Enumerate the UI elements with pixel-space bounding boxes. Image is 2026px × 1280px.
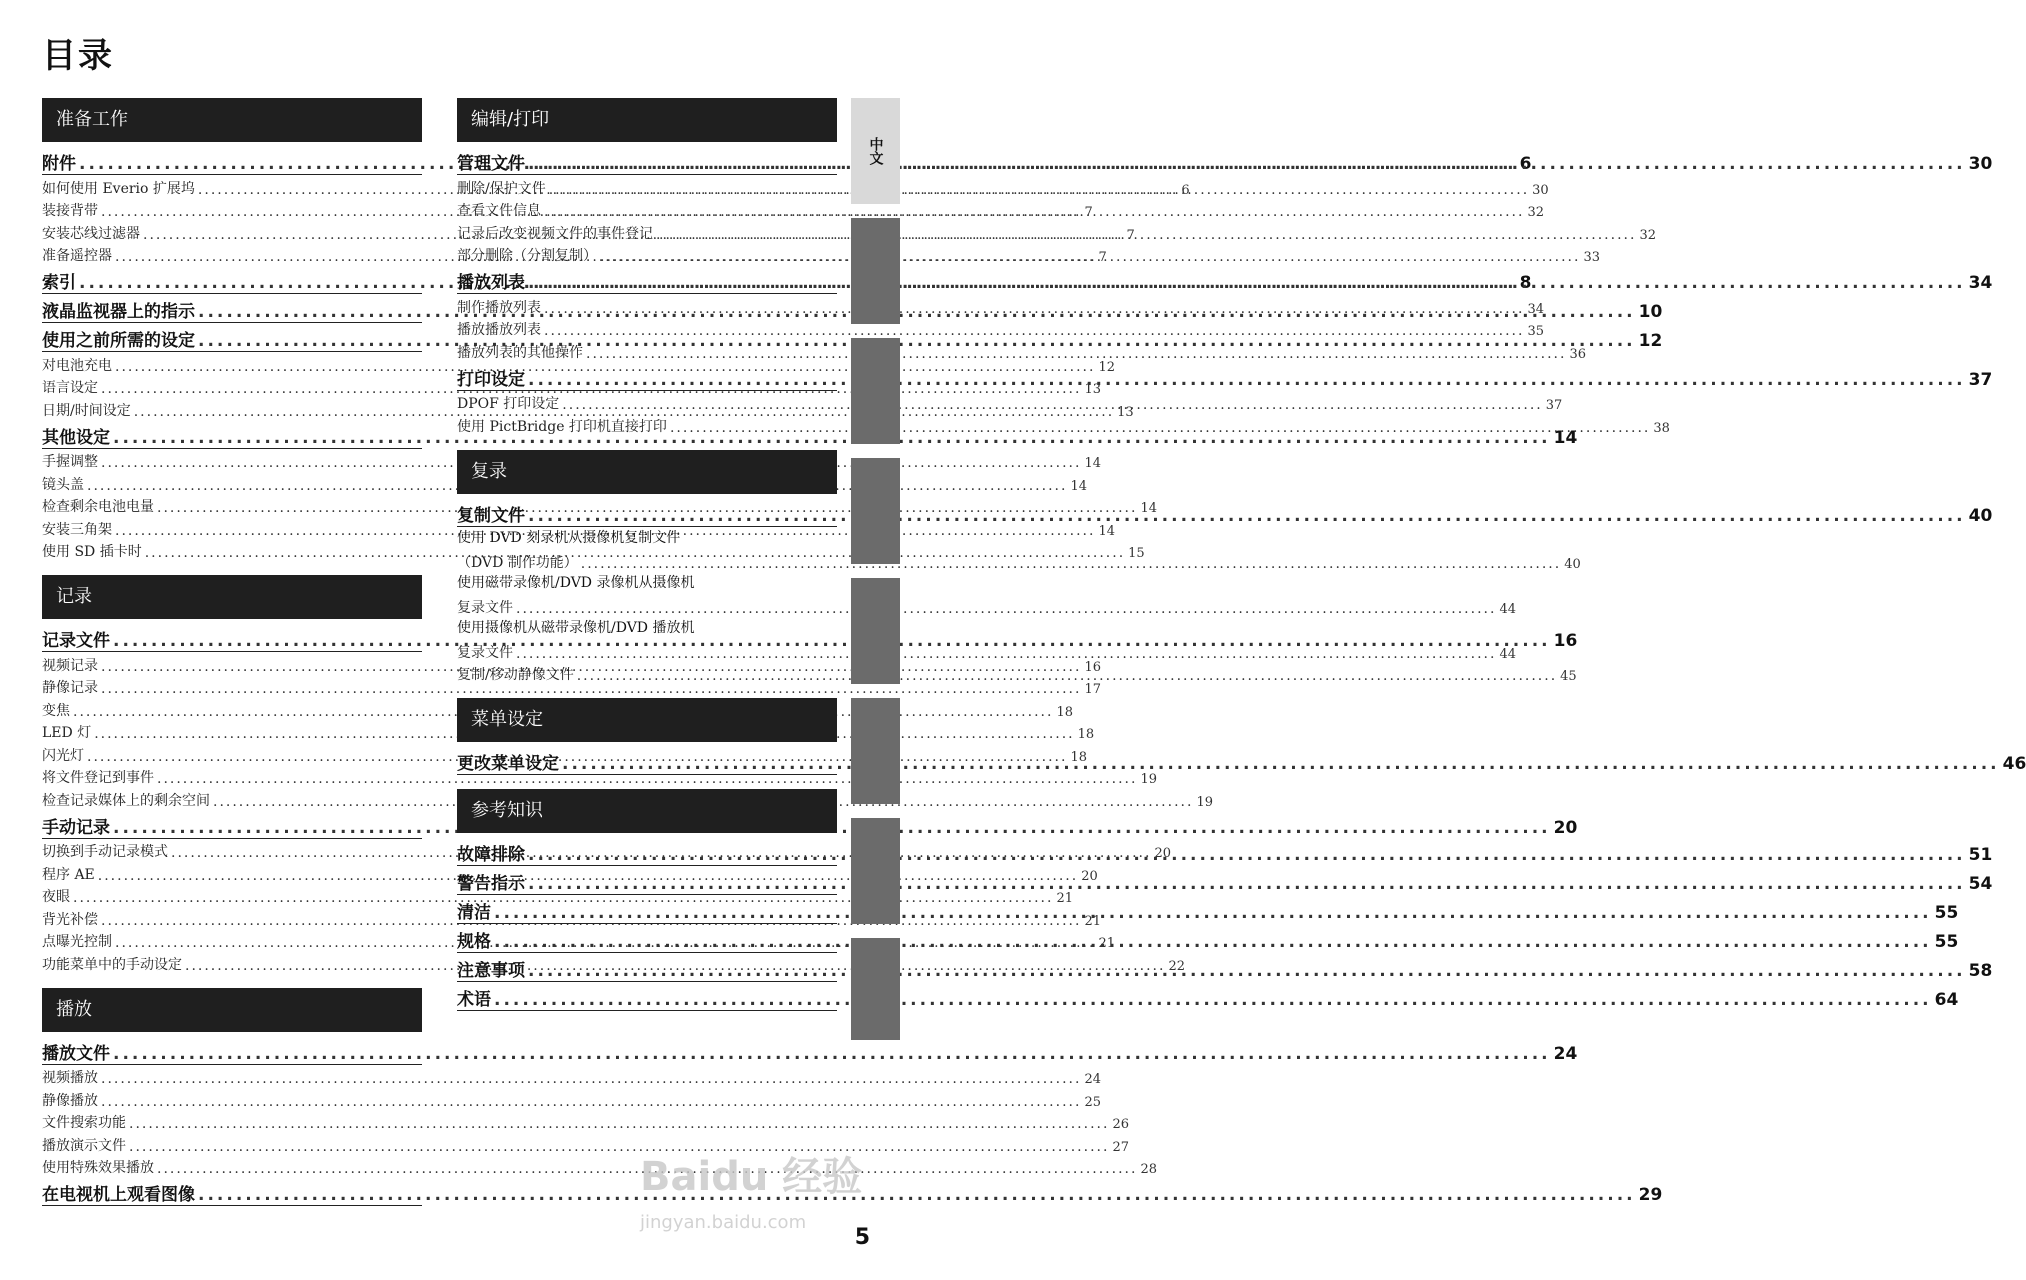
toc-entry-title: 切换到手动记录模式 <box>42 844 168 860</box>
toc-page-number: 26 <box>1112 1117 1129 1132</box>
toc-entry-title: 管理文件 <box>457 154 525 174</box>
toc-page-number: 18 <box>1056 704 1073 720</box>
toc-page-number: 33 <box>1583 250 1600 265</box>
toc-page-number: 14 <box>1140 501 1157 516</box>
toc-chapter-entry[interactable] <box>42 1036 1578 1065</box>
toc-entry-title: 播放列表的其他操作 <box>457 344 583 361</box>
toc-page-number: 16 <box>1553 631 1578 651</box>
side-tab[interactable] <box>851 698 900 804</box>
toc-page-number: 27 <box>1112 1139 1129 1155</box>
toc-page-number: 44 <box>1499 601 1516 617</box>
toc-entry-title-line1[interactable]: 使用磁带录像机/DVD 录像机从摄像机 <box>457 574 695 591</box>
toc-page-number: 20 <box>1553 817 1578 838</box>
toc-entry-title: 记录后改变视频文件的事件登记 <box>457 225 653 242</box>
dot-leader <box>600 249 1580 265</box>
toc-entry-title: 使用特殊效果播放 <box>42 1160 154 1176</box>
toc-entry-title: （DVD 制作功能） <box>457 554 578 571</box>
toc-entry-title: 功能菜单中的手动设定 <box>42 956 182 973</box>
toc-entry-title: 规格 <box>457 932 491 952</box>
toc-page-number: 7 <box>1098 250 1107 265</box>
toc-entry-title: 其他设定 <box>42 427 110 448</box>
toc-subentry[interactable] <box>42 1110 1129 1133</box>
dot-leader <box>516 601 1496 617</box>
dot-leader <box>198 1185 1636 1205</box>
toc-entry-title: 安装芯线过滤器 <box>42 225 140 242</box>
toc-page-number: 28 <box>1140 1162 1157 1177</box>
toc-subentry[interactable] <box>42 787 1213 810</box>
toc-page-number: 58 <box>1968 961 1993 981</box>
toc-subentry[interactable] <box>42 765 1157 788</box>
toc-page-number: 18 <box>1070 749 1087 765</box>
toc-page-number: 8 <box>1519 273 1532 293</box>
dot-leader <box>528 154 1966 174</box>
toc-page-number: 22 <box>1168 958 1185 974</box>
dot-leader <box>528 370 1966 390</box>
toc-page-number: 21 <box>1056 891 1073 906</box>
toc-entry-title: 附件 <box>42 154 76 174</box>
dot-leader <box>129 1139 1109 1155</box>
dot-leader <box>562 754 2000 774</box>
side-tab-label: 中文 <box>867 137 884 165</box>
toc-page-number: 10 <box>1638 302 1663 322</box>
section-header: 播放 <box>42 988 422 1032</box>
toc-entry-title: 视频播放 <box>42 1070 98 1086</box>
toc-entry-title: 夜眼 <box>42 889 70 905</box>
toc-page-number: 24 <box>1084 1072 1101 1087</box>
toc-entry-title: 准备遥控器 <box>42 248 112 264</box>
toc-entry-title: 检查记录媒体上的剩余空间 <box>42 792 210 809</box>
toc-entry-title: 查看文件信息 <box>457 203 541 219</box>
toc-entry-title: 警告指示 <box>457 874 525 894</box>
toc-entry-title: 播放文件 <box>42 1043 110 1064</box>
toc-entry-title: 使用 PictBridge 打印机直接打印 <box>457 418 667 435</box>
toc-page-number: 19 <box>1140 772 1157 787</box>
toc-page-number: 20 <box>1154 846 1171 861</box>
side-tab[interactable] <box>851 938 900 1040</box>
toc-entry-title: 索引 <box>42 273 76 293</box>
toc-entry-title: 静像播放 <box>42 1092 98 1109</box>
toc-entry-title: 清洁 <box>457 903 491 923</box>
toc-entry-title: 文件搜索功能 <box>42 1115 126 1131</box>
toc-subentry[interactable] <box>457 198 1544 221</box>
toc-page-number: 29 <box>1638 1185 1663 1205</box>
watermark-url: jingyan.baidu.com <box>640 1212 807 1233</box>
toc-subentry[interactable] <box>457 220 1656 243</box>
toc-subentry[interactable] <box>457 175 1549 198</box>
side-tab[interactable] <box>851 818 900 924</box>
toc-entry-title: 程序 AE <box>42 866 95 883</box>
side-tab[interactable] <box>851 458 900 564</box>
toc-entry-title: 记录文件 <box>42 631 110 651</box>
toc-entry-title: 注意事项 <box>457 961 525 981</box>
toc-entry-title: 静像记录 <box>42 680 98 696</box>
toc-entry-title: 播放列表 <box>457 273 525 293</box>
toc-entry-title: 在电视机上观看图像 <box>42 1185 195 1205</box>
toc-entry-title: 对电池充电 <box>42 357 112 374</box>
dot-leader <box>516 646 1496 662</box>
toc-page-number: 13 <box>1117 404 1134 420</box>
toc-subentry[interactable] <box>457 339 1586 362</box>
toc-page-number: 54 <box>1968 874 1993 894</box>
toc-entry-title-line1[interactable]: 使用摄像机从磁带录像机/DVD 播放机 <box>457 619 695 636</box>
toc-entry-title: 使用之前所需的设定 <box>42 331 195 351</box>
toc-page-number: 32 <box>1639 227 1656 243</box>
toc-page-number: 18 <box>1077 727 1095 742</box>
toc-subentry[interactable] <box>457 294 1544 317</box>
toc-page-number: 45 <box>1560 669 1577 684</box>
toc-page-number: 14 <box>1098 523 1115 539</box>
toc-subentry[interactable] <box>42 1132 1129 1155</box>
section-header: 参考知识 <box>457 789 837 833</box>
toc-entry-title: 点曝光控制 <box>42 934 112 950</box>
page-number: 5 <box>854 1225 870 1250</box>
toc-entry-title: 更改菜单设定 <box>457 754 559 774</box>
toc-entry-title: 复录文件 <box>457 644 513 661</box>
toc-chapter-entry[interactable] <box>457 982 1959 1011</box>
toc-page-number: 24 <box>1553 1043 1578 1064</box>
dot-leader <box>528 273 1966 293</box>
toc-page-number: 7 <box>1084 205 1093 220</box>
toc-entry-title: 手握调整 <box>42 454 98 470</box>
toc-page-number: 30 <box>1532 182 1549 198</box>
toc-page-number: 16 <box>1084 659 1101 675</box>
toc-page-number: 20 <box>1081 868 1098 884</box>
side-tab[interactable] <box>851 578 900 684</box>
watermark-logo: Baidu 经验 <box>640 1154 863 1200</box>
dot-leader <box>577 668 1557 684</box>
dot-leader <box>494 903 1932 923</box>
dot-leader <box>528 874 1966 894</box>
toc-page-number: 37 <box>1545 398 1563 413</box>
toc-page-number: 44 <box>1499 646 1516 662</box>
toc-entry-title: 装接背带 <box>42 203 98 219</box>
page-title: 目录 <box>42 36 114 76</box>
dot-leader <box>549 182 1529 198</box>
side-tab[interactable] <box>851 338 900 444</box>
toc-page-number: 34 <box>1968 273 1993 293</box>
toc-entry-title-line1[interactable]: 使用 DVD 刻录机从摄像机复制文件 <box>457 529 681 546</box>
toc-page-number: 55 <box>1934 932 1959 952</box>
toc-page-number: 17 <box>1084 682 1101 697</box>
dot-leader <box>544 204 1524 220</box>
dot-leader <box>113 1044 1551 1064</box>
toc-page-number: 7 <box>1126 227 1135 243</box>
toc-page-number: 36 <box>1569 346 1586 362</box>
toc-entry-title: 部分删除（分割复制） <box>457 248 597 264</box>
dot-leader <box>494 990 1932 1010</box>
toc-page-number: 64 <box>1934 990 1959 1010</box>
toc-subentry[interactable] <box>457 243 1600 266</box>
toc-subentry[interactable] <box>457 594 1516 617</box>
toc-page-number: 46 <box>2002 754 2026 774</box>
toc-subentry[interactable] <box>457 317 1544 340</box>
toc-page-number: 19 <box>1196 794 1213 810</box>
toc-entry-title: 复录文件 <box>457 599 513 616</box>
toc-page-number: 40 <box>1968 505 1993 526</box>
toc-page-number: 12 <box>1638 331 1663 351</box>
toc-page-number: 51 <box>1968 845 1993 865</box>
dot-leader <box>101 1094 1081 1110</box>
toc-entry-title: 播放播放列表 <box>457 322 541 338</box>
dot-leader <box>656 227 1636 243</box>
toc-chapter-entry[interactable] <box>457 265 1993 294</box>
dot-leader <box>528 845 1966 865</box>
dot-leader <box>528 958 1966 981</box>
toc-page-number: 38 <box>1653 420 1670 436</box>
section-header: 编辑/打印 <box>457 98 837 142</box>
toc-entry-title: 术语 <box>457 990 491 1010</box>
dot-leader <box>101 1071 1081 1087</box>
toc-entry-title: 复制文件 <box>457 505 525 526</box>
toc-page-number: 55 <box>1934 903 1959 923</box>
toc-entry-title: 删除/保护文件 <box>457 180 546 197</box>
section-header: 复录 <box>457 450 837 494</box>
toc-entry-title: LED 灯 <box>42 725 92 741</box>
toc-page-number: 21 <box>1098 936 1115 951</box>
toc-entry-title: 制作播放列表 <box>457 299 541 316</box>
dot-leader <box>528 506 1966 526</box>
toc-page-number: 32 <box>1527 205 1544 220</box>
toc-entry-title: DPOF 打印设定 <box>457 396 560 412</box>
toc-entry-title: 打印设定 <box>457 369 525 390</box>
dot-leader <box>581 556 1561 572</box>
toc-page-number: 21 <box>1084 913 1101 929</box>
toc-page-number: 34 <box>1527 301 1544 317</box>
toc-entry-title: 语言设定 <box>42 380 98 396</box>
toc-page-number: 35 <box>1527 324 1544 339</box>
dot-leader <box>129 1116 1109 1132</box>
toc-page-number: 37 <box>1968 369 1993 390</box>
dot-leader <box>544 301 1524 317</box>
toc-subentry[interactable] <box>42 1087 1101 1110</box>
toc-page-number: 13 <box>1084 382 1101 397</box>
toc-page-number: 40 <box>1564 556 1581 572</box>
toc-page-number: 6 <box>1519 154 1532 174</box>
toc-entry-title: 复制/移动静像文件 <box>457 667 574 683</box>
toc-subentry[interactable] <box>42 1065 1101 1088</box>
toc-entry-title: 检查剩余电池电量 <box>42 499 154 515</box>
toc-page-number: 14 <box>1070 478 1087 494</box>
toc-entry-title: 视频记录 <box>42 657 98 674</box>
toc-entry-title: 背光补偿 <box>42 911 98 928</box>
side-tab[interactable] <box>851 218 900 324</box>
section-header: 菜单设定 <box>457 698 837 742</box>
toc-entry-title: 镜头盖 <box>42 476 84 493</box>
section-header: 记录 <box>42 575 422 619</box>
toc-page-number: 14 <box>1084 456 1101 471</box>
toc-entry-title: 闪光灯 <box>42 747 84 764</box>
dot-leader <box>586 346 1566 362</box>
toc-page-number: 15 <box>1128 546 1145 561</box>
dot-leader <box>494 932 1932 952</box>
toc-entry-title: 如何使用 Everio 扩展坞 <box>42 180 195 197</box>
toc-entry-title: 液晶监视器上的指示 <box>42 302 195 322</box>
toc-entry-title: 故障排除 <box>457 845 525 865</box>
toc-subentry[interactable] <box>457 413 1670 436</box>
dot-leader <box>562 397 1542 413</box>
toc-subentry[interactable] <box>457 639 1516 662</box>
toc-subentry[interactable] <box>42 539 1145 562</box>
toc-subentry[interactable] <box>42 720 1095 743</box>
toc-page-number: 25 <box>1084 1094 1101 1110</box>
toc-page-number: 6 <box>1181 182 1190 198</box>
toc-entry-title: 使用 SD 插卡时 <box>42 544 142 560</box>
dot-leader <box>670 420 1650 436</box>
toc-page-number: 30 <box>1968 154 1993 174</box>
section-header: 准备工作 <box>42 98 422 142</box>
toc-entry-title: 变焦 <box>42 702 70 719</box>
toc-page-number: 14 <box>1553 427 1578 448</box>
toc-entry-title: 日期/时间设定 <box>42 402 131 419</box>
side-tab-chinese[interactable] <box>851 98 900 204</box>
toc-entry-title: 手动记录 <box>42 817 110 838</box>
toc-entry-title: 播放演示文件 <box>42 1137 126 1154</box>
dot-leader <box>544 323 1524 339</box>
toc-entry-title: 安装三角架 <box>42 521 112 538</box>
toc-entry-title: 将文件登记到事件 <box>42 770 154 786</box>
toc-page-number: 12 <box>1098 359 1115 375</box>
